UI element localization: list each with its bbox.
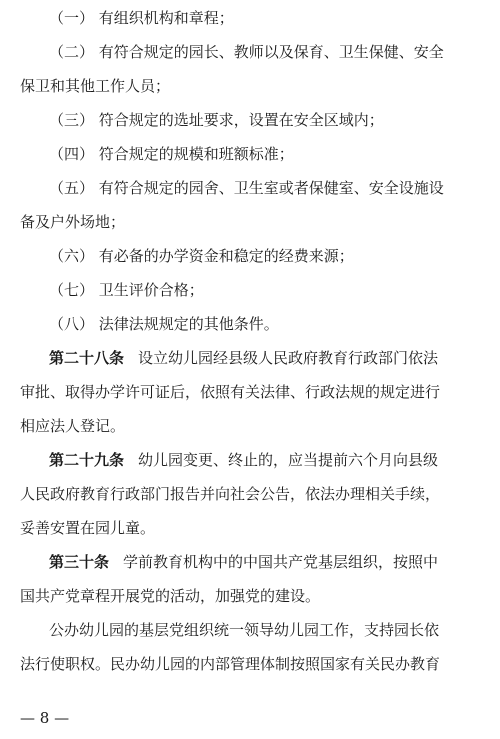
- list-item-4: （四） 符合规定的规模和班额标准；: [49, 145, 294, 163]
- article-29-text-1: 幼儿园变更、终止的，应当提前六个月向县级: [138, 451, 439, 469]
- list-item-8: （八） 法律法规规定的其他条件。: [49, 315, 279, 333]
- list-item-1: （一） 有组织机构和章程；: [49, 9, 234, 27]
- article-29-line-1: [0, 450, 500, 470]
- article-30-heading: 第三十条: [49, 553, 110, 571]
- article-28-line-1: [0, 348, 500, 368]
- article-28-line-3: 相应法人登记。: [20, 417, 126, 435]
- article-30-line-1: [0, 552, 500, 572]
- page-number: — 8 —: [20, 709, 70, 727]
- list-item-5-line-1: （五） 有符合规定的园舍、卫生室或者保健室、安全设施设: [49, 179, 444, 197]
- list-item-3: （三） 符合规定的选址要求，设置在安全区域内；: [49, 111, 384, 129]
- article-30-para-2-line-1: 公办幼儿园的基层党组织统一领导幼儿园工作，支持园长依: [49, 621, 440, 639]
- article-28-line-2: 审批、取得办学许可证后，依照有关法律、行政法规的规定进行: [20, 383, 441, 401]
- article-30-para-2-line-2: 法行使职权。民办幼儿园的内部管理体制按照国家有关民办教育: [20, 655, 441, 673]
- article-28-heading: 第二十八条: [49, 349, 125, 367]
- list-item-7: （七） 卫生评价合格；: [49, 281, 204, 299]
- list-item-5-line-2: 备及户外场地；: [20, 213, 126, 231]
- list-item-6: （六） 有必备的办学资金和稳定的经费来源；: [49, 247, 354, 265]
- article-30-line-2: 国共产党章程开展党的活动，加强党的建设。: [20, 587, 321, 605]
- article-28-text-1: 设立幼儿园经县级人民政府教育行政部门依法: [138, 349, 439, 367]
- article-29-heading: 第二十九条: [49, 451, 125, 469]
- article-29-line-3: 妥善安置在园儿童。: [20, 519, 156, 537]
- list-item-2-line-1: （二） 有符合规定的园长、教师以及保育、卫生保健、安全: [49, 43, 444, 61]
- list-item-2-line-2: 保卫和其他工作人员；: [20, 77, 171, 95]
- article-29-line-2: 人民政府教育行政部门报告并向社会公告，依法办理相关手续，: [20, 485, 441, 503]
- article-30-text-1: 学前教育机构中的中国共产党基层组织，按照中: [123, 553, 439, 571]
